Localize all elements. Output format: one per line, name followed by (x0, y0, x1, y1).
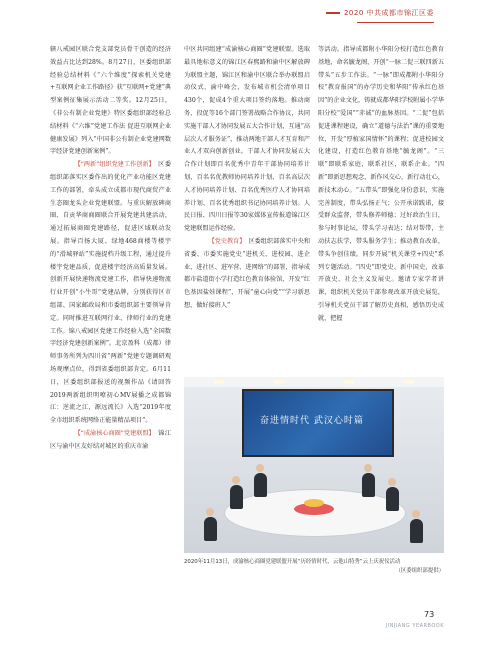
photo-caption (184, 558, 444, 576)
paragraph (184, 236, 310, 313)
attendee (386, 487, 399, 511)
screen-text: 奋进情时代 武汉心时篇 (260, 416, 364, 426)
ceiling-light (274, 380, 284, 384)
attendee-foreground (204, 517, 217, 541)
meeting-photo (184, 377, 444, 553)
paragraph: 等活动。指导成都附小华阳分校打造红色教育基地，命名毓龙阁，开创“一脉二促三联四新五带头”五步工作法。“一脉”即成都附小华阳分校“教育报国”的办学历史和华阳“传承红色基因”的企业文化，铸就成都华阳学校附属小学华阳分校“爱国”“赤诚”的血脉基因。“二促”包括促进课程建设，确立“道德与法治”课的重要地位，开发“厚植家国情怀”的课程；促进校园文化建设，打造红色教育基地“毓龙阁”。“三联”即联系家庭，联系社区，联系企业。“四新”即新思想观念，新作风交心，新行动壮心，新技术动心。“五带头”即强化身份意识，实施完善制度，带头弘扬正气；公开承诺践诺，接受群众监督，带头修养师德；过好政治生日，参与时事论坛，带头学习表达；结对帮带，主动扶志扶学，带头服务学生；推动教育改革，带头争创佳绩。同步开展“机关课堂+四史”系列专题活动。“四史”即党史、新中国史、改革开放史、社会主义发展史。邀请专家学者讲课，组织机关党员干部参观改革开放史展览，引导机关党员干部了解历史真相，感悟历史成就，把握 (318, 46, 444, 322)
section-heading: 【“两新”组织党建工作创新】 (74, 161, 155, 169)
section-heading: 【党史教育】 (208, 237, 246, 245)
running-footer: JINJIANG YEARBOOK (385, 623, 444, 629)
text-column-left (50, 44, 171, 454)
attendee (362, 473, 375, 497)
presentation-screen (242, 389, 394, 457)
header-accent-bar (326, 12, 340, 14)
attendee-head (412, 510, 420, 518)
attendee (254, 473, 267, 497)
ceiling-light (404, 380, 414, 384)
header-title: 2020 中共成都市锦江区委 (343, 9, 434, 17)
paragraph-text: 区委组织部落实中央和省委、市委实施党史“进机关、进校园、进企业、进社区、进军营、进网络”的部署，指导成都市盐道街小学打造红色教育体验馆，开发“红色基因盐娃课程”，开展“童心向党”“学习新思想，做好接班人” (184, 237, 310, 309)
attendee-head (232, 476, 240, 484)
caption-line: 2020年11月13日，成渝核心商圈党建联盟开展“历经情时代，云他山特秀”云上庆祝仪活动 (184, 559, 401, 565)
paragraph-text: 区委组织部落实区委作出的优化产业功能区党建工作的部署，牵头成立成都市现代商贸产业生态圈龙头企业党建联盟。与重庆解放碑商圈、自贡华商商圈联合开展党建共建活动，通过拓展商圈党建路径，促进区域联动发展。指导百扬大厦、绿地468商楼等楼宇的“滑城驿站”实施提档升级工程，通过提升楼宇党建品质，促进楼宇经济高质量发展。创新开展快递物流党建工作，指导快递物流行业开创“小牛哥”党建品牌，分别获得区市组部、国家邮政局和市委组织部主要领导肯定。同时推进互联网行业、律师行业的党建工作。锦八戒园区党建工作经验入选“全国数字经济党建创新案例”。北京盈科（成都）律师事务所列为四川省“两新”党建专题调研观场观摩点位，得到省委组织部肯定。6月11日，区委组织部报送的视频作品《请回答2019两新组织明嘹初心MV展播之成都锦江：逆流之江，源远流长》入选“2019年度全市组织系统网络正能量精品项目”。 (50, 161, 171, 425)
page-number: 73 (424, 610, 435, 619)
attendee-head (388, 478, 396, 486)
paragraph: 中区共同组建“成渝核心商圈”党建联盟。选取最具地标意义的锦江区春熙路和渝中区解放碑为联盟主题，锦江区和渝中区联合举办联盟启动仪式、渝中峰会，发布城市机会清单项目430个，促成4个重大项目签约落地。推动商务、投促等16个部门签署战略合作协议，共同实施干部人才协同发展五大合作计划，互通“高层次人才服务证”，推动两地干部人才互育和产业人才双向创新创业。干部人才协同发展五大合作计划即百名优秀中青年干部协同培养计划、百名名优教师协同培养计划、百名高层次人才协同培养计划、百名优秀医疗人才协同培养计划、百名优秀组织书记协同培养计划。人民日报、四川日报等30家媒体宣传报道锦江区党建联盟运作经验。 (184, 46, 310, 233)
ceiling-light (214, 380, 224, 384)
running-header (326, 6, 434, 20)
text-column-middle (184, 44, 310, 313)
caption-credit: （区委组织部提供） (395, 568, 444, 574)
section-heading: 【“成渝核心商圈”党建联盟】 (74, 429, 155, 437)
text-column-right (318, 44, 444, 326)
header-rule (357, 22, 434, 23)
ceiling-light (344, 380, 354, 384)
paragraph (50, 428, 171, 454)
attendee-head (256, 464, 264, 472)
paragraph: 辖八戒园区联合党支部党员骨干创造的经济效益占比达到28%。8月27日，区委组织部经验总结材料《“六个维度”探索机关党建+互联网企业工作路径》获“互联网+党建”典型案例征集展示活动二等奖。12月25日，《非公有制企业党建》特区委组织部经验总结材料《“六维”党建工作法 促进互联网企业健康发展》列入“中国非公有制企业党建网数字经济党建创新案例”。 (50, 46, 171, 156)
table-flowers-center (304, 499, 324, 507)
attendee-foreground (410, 519, 423, 543)
paragraph (50, 159, 171, 428)
attendee-head (364, 464, 372, 472)
attendee-head (206, 508, 214, 516)
paragraph-text: 锦江区与渝中区友好结对城区的重庆市渝 (50, 429, 171, 450)
attendee (230, 485, 243, 509)
